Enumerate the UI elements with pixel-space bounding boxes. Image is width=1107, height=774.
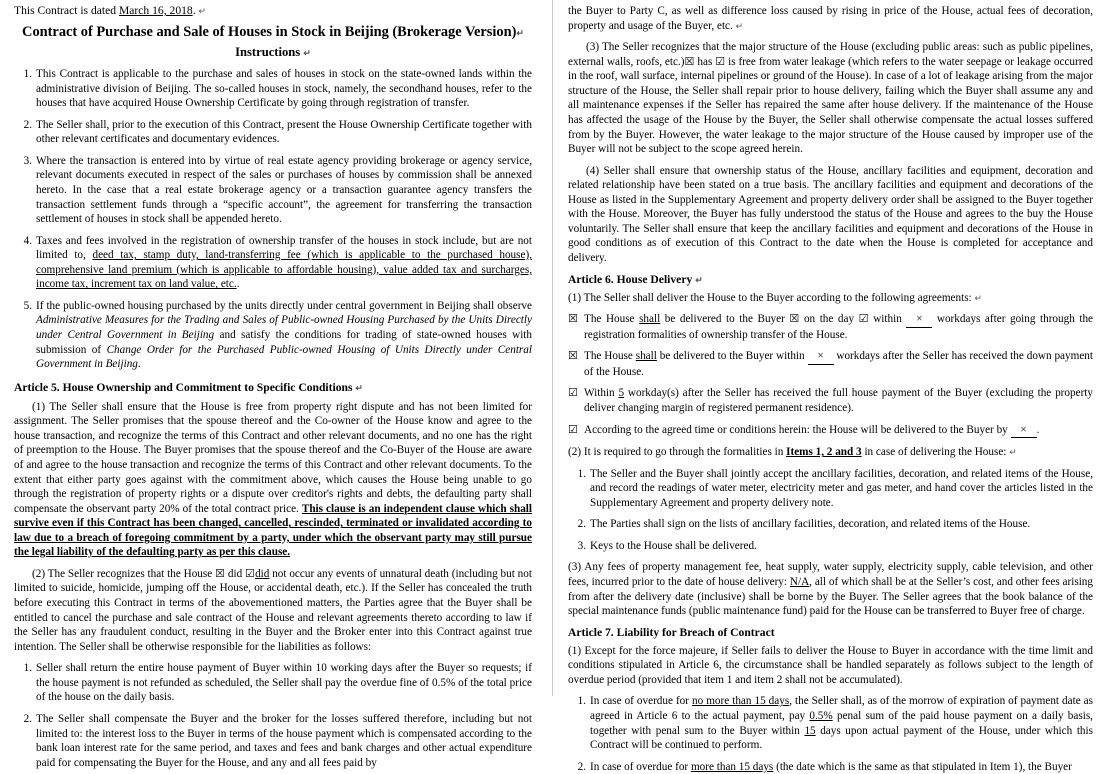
list-item-text: Keys to the House shall be delivered. bbox=[590, 539, 757, 552]
option-1-mid: be delivered to the Buyer bbox=[660, 313, 790, 326]
list-item bbox=[14, 154, 532, 227]
option-1-post: workdays after going through the registration formalities of ownership transfer of the House. bbox=[584, 313, 1094, 341]
item-2-underline-1: more than 15 days bbox=[690, 760, 774, 773]
item-1-mid-1: , the Seller shall, as of the morrow of expiration of payment date as agreed in Article 6 to the actual payment, pay bbox=[590, 695, 1093, 722]
article-7-heading bbox=[568, 626, 1093, 639]
option-4-post: . bbox=[1036, 423, 1040, 436]
option-2-mid: be delivered to the Buyer within bbox=[656, 350, 808, 363]
list-item bbox=[14, 67, 532, 111]
p3-text-b: is free from water leakage (which refers to the water seepage or leakage occurred in the roof, wall surface, internal pipelines or ground of the House). In case of a lot of leakage arising from the major structure of the House, the Seller shall repair prior to house delivery, failing which the Buyer shall assume any and all maintenance expenses if the Seller has repaired the same after house delivery. If the maintenance of the House has affected the usage of the House by the Buyer, the Seller shall otherwise compensate the actual losses suffered from by the Buyer. However, the water leakage to the major structure of the House caused by improper use of the Buyer will not be subject to the scope agreed herein. bbox=[568, 55, 1094, 156]
article-5-paragraph-2 bbox=[14, 567, 532, 654]
list-item bbox=[14, 661, 532, 705]
item-1-mid-2: penal sum of the paid house payment on a daily basis, together with penal sum to the Buyer within bbox=[590, 709, 1093, 737]
option-2-blank-value[interactable]: × bbox=[808, 349, 834, 365]
checkbox-delivery-option-1[interactable]: ☒ bbox=[568, 313, 579, 326]
item-1-penalty-rate: 0.5% bbox=[809, 709, 833, 722]
checkbox-delivery-option-2[interactable]: ☒ bbox=[568, 350, 579, 363]
list-item bbox=[14, 234, 532, 292]
list-item-number: 2. bbox=[23, 118, 32, 131]
article-6-items-list bbox=[568, 467, 1093, 554]
article-5-p2-text-b: not occur any events of unnatural death (including but not limited to suicide, homicide, jumping off the House, or accidental death, etc.). If the Seller has concealed the truth before executing this Contract in terms of the abovementioned matters, the Parties agree that the Buyer shall be entitled to cancel the purchase and sale contract of the House and relevant agreements thereto according to law if the Seller has any fraudulent conduct, resulting in the Buyer and the Broker enter into this Contract against true intention. The Seller shall be otherwise responsible for the liabilities as follows: bbox=[14, 567, 532, 653]
list-item-number: 3. bbox=[23, 154, 32, 167]
option-3-post: workday(s) after the Seller has received the full house payment of the Buyer (excluding the property deliver changing margin of registered permanent residence). bbox=[584, 387, 1093, 414]
article-7-p1-text: (1) Except for the force majeure, if Seller fails to deliver the House to Buyer in accordance with the time limit and conditions stipulated in Article 6, the circumstance shall be handled separately as follows subject to the length of overdue period (provided that item 1 and item 2 shall not be accumulated). bbox=[568, 644, 1093, 686]
list-item-number: 1. bbox=[23, 68, 32, 80]
list-item-text: This Contract is applicable to the purchase and sales of houses in stock on the state-owned lands within the administrative division of Beijing. The so-called houses in stock, namely, the secondhand houses, refer to the houses that have acquired House Ownership Certificate by going through registration of transfer. bbox=[36, 68, 532, 110]
list-item bbox=[568, 539, 1093, 554]
list-item-italic-title-1: Administrative Measures for the Trading and Sales of Public-owned Housing Purchased by the Units Directly under Central Government in Beijing bbox=[36, 314, 532, 341]
continuation-text: the Buyer to Party C, as well as difference loss caused by rising in price of the House, actual fees of decoration, property and usage of the Buyer, etc. bbox=[568, 5, 1093, 32]
article-5-p1-text: (1) The Seller shall ensure that the House is free from property right dispute and has not been limited for assignment. The Seller promises that the spouse thereof and the Co-owner of the House know and agree to the house transaction, and recognize the terms of this Contract and other relevant documents, and no one has the right of preemption to the House. The Buyer promises that the spouse thereof and the Co-Buyer of the House are aware of and agree to the house transaction and recognize the terms of this Contract and other relevant documents. To the extent that either party goes against with the commitment above, which causes the House being unable to go through the registration of property rights or a dispute over creditor's rights and debts, the defaulting party shall compensate the observant party 20% of the total contract price. bbox=[14, 400, 532, 515]
date-line-suffix: . bbox=[192, 4, 196, 17]
article-7-items-list bbox=[568, 694, 1093, 774]
article-6-p1-text: (1) The Seller shall deliver the House to the Buyer according to the following agreements: bbox=[568, 291, 972, 304]
article-7-heading-text: Article 7. Liability for Breach of Contract bbox=[568, 625, 775, 639]
continuation-paragraph bbox=[568, 4, 1093, 33]
pilcrow-mark: ↵ bbox=[1009, 447, 1017, 458]
list-item-text: Seller shall return the entire house payment of Buyer within 10 working days after the Buyer so requests; if the house payment is not refunded as scheduled, the Seller shall pay the overdue fine of 0.5% of the total price of the house on the daily basis. bbox=[36, 662, 532, 704]
article-6-p3-pre: (3) Any fees of property management fee, heat supply, water supply, electricity supply, cable television, and other fees, incurred prior to the date of house delivery: bbox=[568, 561, 1093, 588]
list-item bbox=[568, 386, 1093, 415]
list-item-text-underlined: deed tax, stamp duty, land-transferring fee (which is applicable to the purchased house), comprehensive land premium (which is applicable to affordable housing), value added tax and surcharges, income tax, increment tax on land value, etc. bbox=[36, 249, 532, 291]
pilcrow-mark: ↵ bbox=[198, 6, 207, 16]
option-4-blank-value[interactable]: × bbox=[1011, 423, 1037, 439]
article-6-p3-blank-value: N/A bbox=[789, 576, 810, 588]
checkbox-delivery-option-3[interactable]: ☑ bbox=[568, 387, 579, 400]
instructions-list bbox=[14, 67, 532, 372]
list-item bbox=[568, 312, 1093, 342]
instructions-heading-text: Instructions bbox=[235, 45, 301, 59]
checkbox-did[interactable]: ☒ bbox=[215, 567, 226, 580]
list-item-number: 2. bbox=[577, 760, 586, 773]
list-item-text: The Seller and the Buyer shall jointly accept the ancillary facilities, decoration, and related items of the House, and record the readings of water meter, electricity meter and gas meter, and hand cover the articles listed in the Supplementary Agreement and property delivery note. bbox=[590, 467, 1093, 509]
list-item bbox=[568, 423, 1093, 439]
list-item bbox=[568, 694, 1093, 752]
article-6-paragraph-1 bbox=[568, 291, 1093, 306]
list-item bbox=[568, 467, 1093, 511]
checkbox-on-the-day[interactable]: ☒ bbox=[789, 313, 800, 326]
list-item-number: 5. bbox=[23, 299, 32, 312]
list-item-text-before: If the public-owned housing purchased by the units directly under central government in Beijing shall observe bbox=[36, 299, 532, 312]
right-column bbox=[560, 0, 1107, 773]
list-item-text: Where the transaction is entered into by virtue of real estate agency providing brokerage or agency service, relevant documents executed in respect of the sales or purchases of houses by commission shall be annexed hereto. In the case that a real estate brokerage agency or a transaction guarantee agency transfers the transaction settlement funds through a “specific account”, the agreement for transferring the transaction settlement of houses in stock shall be appended hereto. bbox=[36, 154, 532, 226]
article-7-paragraph-1 bbox=[568, 644, 1093, 688]
pilcrow-mark: ↵ bbox=[974, 292, 983, 303]
contract-date-value: March 16, 2018 bbox=[118, 4, 193, 17]
option-1-blank-value[interactable]: × bbox=[906, 312, 932, 328]
checkbox-did-not[interactable]: ☑ bbox=[245, 567, 256, 580]
list-item bbox=[568, 349, 1093, 379]
article-5-p2-didnot: did bbox=[255, 567, 270, 580]
option-1-pre: The House bbox=[584, 313, 640, 326]
pilcrow-mark: ↵ bbox=[303, 48, 311, 58]
list-item bbox=[14, 712, 532, 770]
list-item-text: The Parties shall sign on the lists of ancillary facilities, decoration, and related items of the House. bbox=[590, 518, 1031, 531]
article-6-p2-post: in case of delivering the House: bbox=[861, 446, 1007, 459]
pilcrow-mark: ↵ bbox=[735, 20, 744, 31]
article-5-paragraph-3 bbox=[568, 40, 1093, 157]
article-6-heading bbox=[568, 273, 1093, 286]
column-divider bbox=[546, 0, 560, 696]
list-item-text-after: . bbox=[236, 278, 240, 291]
article-5-heading bbox=[14, 381, 532, 394]
checkbox-delivery-option-4[interactable]: ☑ bbox=[568, 423, 579, 436]
article-6-heading-text: Article 6. House Delivery bbox=[568, 272, 693, 286]
list-item-number: 1. bbox=[577, 467, 586, 480]
checkbox-free-leakage[interactable]: ☑ bbox=[715, 55, 726, 68]
article-5-p2-text-a: (2) The Seller recognizes that the House bbox=[32, 567, 216, 580]
item-1-pre: In case of overdue for bbox=[590, 695, 693, 708]
delivery-options-list bbox=[568, 312, 1093, 438]
p4-text: (4) Seller shall ensure that ownership status of the House, ancillary facilities and equipment, decoration and related relationship have been stated on a true basis. The ancillary facilities and equipment and decorations of the House as listed in the Supplementary Agreement and property delivery order shall be assigned to the Buyer together with the House. Moreover, the Buyer has fully understood the status of the House and agrees to the buy the House voluntarily. The Seller shall ensure that keep the ancillary facilities and equipment and decorations of the House in good conditions as of execution of this Contract to the date when the House is completed for acceptance and delivery. bbox=[568, 164, 1093, 264]
article-6-p2-items-ref: Items 1, 2 and 3 bbox=[786, 446, 862, 459]
contract-date-line bbox=[14, 4, 532, 17]
article-6-p3-post: , all of which shall be at the Seller’s cost, and other fees arising from after the delivery date (inclusive) shall be borne by the Buyer. The Seller agrees that the book balance of the special maintenance funds (public maintenance fund) paid for the House can be transferred to Buyer free of charge. bbox=[568, 576, 1093, 618]
option-4-pre: According to the agreed time or conditions herein: the House will be delivered to the Buyer by bbox=[584, 423, 1011, 436]
left-column bbox=[0, 0, 546, 769]
list-item-number: 4. bbox=[23, 234, 32, 247]
option-2-pre: The House bbox=[584, 350, 636, 363]
article-5-p1-emphasis: This clause is an independent clause which shall survive even if this Contract has been changed, cancelled, rescinded, terminated or invalidated according to law due to a breach of foregoing commitment by a party, under which the observant party may still pursue the legal liability of the defaulting party as per this clause. bbox=[14, 502, 533, 559]
list-item-number: 3. bbox=[577, 539, 586, 552]
page-title bbox=[14, 23, 532, 41]
option-3-pre: Within bbox=[584, 387, 619, 400]
list-item-number: 2. bbox=[23, 712, 32, 725]
item-2-post: (the date which is the same as that stipulated in Item 1), the Buyer bbox=[773, 760, 1072, 773]
list-item-text: The Seller shall compensate the Buyer and the broker for the losses suffered therefore, including but not limited to: the interest loss to the Buyer in terms of the house payment which is compensated according to the bank loan interest rate for the same period, and taxes and fees and bank charges and other actual expenditure paid for compensating the Buyer for the House, and any and all fees paid by bbox=[36, 712, 532, 769]
option-1-mid2: on the day bbox=[799, 313, 859, 326]
item-2-pre: In case of overdue for bbox=[590, 760, 691, 773]
page-title-text: Contract of Purchase and Sale of Houses in Stock in Beijing (Brokerage Version) bbox=[22, 24, 517, 40]
option-1-mid3: within bbox=[868, 313, 907, 326]
date-line-prefix: This Contract is dated bbox=[14, 4, 119, 17]
article-5-sub-list bbox=[14, 661, 532, 770]
list-item-number: 1. bbox=[577, 695, 586, 708]
list-item-text-before: Taxes and fees involved in the registration of ownership transfer of the houses in stock include, but are not limited to, bbox=[36, 234, 532, 262]
option-2-underlined: shall bbox=[635, 350, 657, 363]
item-1-post: days upon actual payment of the House, under which this Contract will be continued to perform. bbox=[590, 724, 1093, 752]
article-5-paragraph-4 bbox=[568, 164, 1093, 266]
article-5-heading-text: Article 5. House Ownership and Commitment to Specific Conditions bbox=[14, 380, 353, 394]
list-item-text-mid: and satisfy the conditions for trading of state-owned houses with submission of bbox=[36, 329, 533, 356]
article-5-p2-did: did bbox=[225, 567, 246, 580]
list-item-italic-title-2: Change Order for the Purchased Public-owned Housing of Units Directly under Central Government in Beijing bbox=[36, 343, 532, 371]
list-item bbox=[568, 760, 1093, 774]
pilcrow-mark: ↵ bbox=[355, 382, 363, 393]
instructions-heading bbox=[14, 45, 532, 60]
article-6-paragraph-2 bbox=[568, 445, 1093, 460]
article-6-p2-pre: (2) It is required to go through the formalities in bbox=[568, 446, 787, 459]
pilcrow-mark: ↵ bbox=[516, 28, 524, 38]
item-1-underline-1: no more than 15 days bbox=[692, 695, 790, 708]
p3-has: has bbox=[694, 55, 716, 68]
checkbox-within[interactable]: ☑ bbox=[858, 313, 869, 326]
article-6-paragraph-3 bbox=[568, 560, 1093, 618]
article-5-paragraph-1 bbox=[14, 400, 532, 560]
p3-text-a: (3) The Seller recognizes that the major structure of the House (excluding public areas: such as public pipelines, external walls, roofs, etc.) bbox=[568, 41, 1093, 68]
option-2-post: workdays after the Seller has received the down payment of the House. bbox=[584, 350, 1093, 378]
list-item-text: The Seller shall, prior to the execution of this Contract, present the House Ownership Certificate together with other relevant certificates and documentary evidences. bbox=[36, 118, 532, 146]
list-item-number: 2. bbox=[577, 518, 586, 531]
list-item-text-after: . bbox=[137, 358, 141, 371]
option-1-underlined: shall bbox=[639, 313, 661, 326]
list-item-number: 1. bbox=[23, 662, 32, 675]
checkbox-has-leakage[interactable]: ☒ bbox=[684, 55, 695, 68]
pilcrow-mark: ↵ bbox=[695, 274, 703, 285]
list-item bbox=[14, 299, 532, 372]
option-3-blank-value[interactable]: 5 bbox=[618, 387, 625, 400]
list-item bbox=[14, 118, 532, 147]
item-1-days: 15 bbox=[804, 724, 816, 737]
list-item bbox=[568, 517, 1093, 532]
